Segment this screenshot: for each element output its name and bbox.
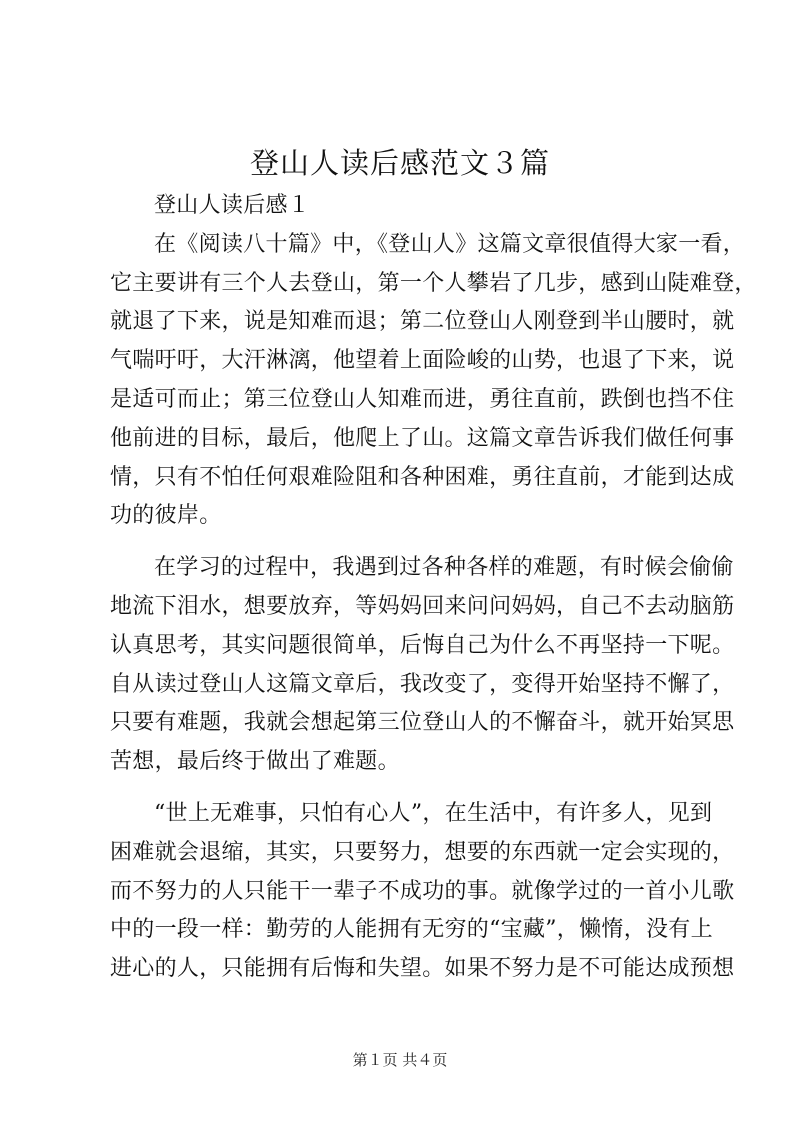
paragraph-line: 中的一段一样：勤劳的人能拥有无穷的“宝藏”，懒惰，没有上: [110, 917, 713, 943]
paragraph-3: [110, 795, 735, 989]
paragraph-line: 自从读过登山人这篇文章后，我改变了，变得开始坚持不懈了，: [110, 671, 735, 697]
paragraph-line: 困难就会退缩，其实，只要努力，想要的东西就一定会实现的，: [110, 839, 735, 865]
paragraph-line: 它主要讲有三个人去登山，第一个人攀岩了几步，感到山陡难登，: [110, 270, 757, 296]
page-footer: 第１页 共４页: [352, 1051, 448, 1069]
paragraph-line: 功的彼岸。: [110, 503, 222, 529]
paragraph-2: [110, 549, 735, 782]
paragraph-line: 而不努力的人只能干一辈子不成功的事。就像学过的一首小儿歌: [110, 878, 735, 904]
paragraph-line: 是适可而止；第三位登山人知难而进，勇往直前，跌倒也挡不住: [110, 386, 735, 412]
paragraph-line: 就退了下来，说是知难而退；第二位登山人刚登到半山腰时，就: [110, 309, 735, 335]
paragraph-line: 地流下泪水，想要放弃，等妈妈回来问问妈妈，自己不去动脑筋: [110, 593, 735, 619]
paragraph-line: 气喘吁吁，大汗淋漓，他望着上面险峻的山势，也退了下来，说: [110, 348, 735, 374]
paragraph-line: 进心的人，只能拥有后悔和失望。如果不努力是不可能达成预想: [110, 956, 735, 982]
paragraph-1: [110, 226, 757, 536]
document-body: [110, 187, 757, 989]
paragraph-line: “世上无难事，只怕有心人”，在生活中，有许多人，见到: [154, 800, 713, 826]
paragraph-line: 苦想，最后终于做出了难题。: [110, 749, 400, 775]
section-heading: 登山人读后感１: [154, 193, 311, 218]
paragraph-spacer: [110, 536, 710, 549]
document-title: 登山人读后感范文３篇: [249, 146, 550, 180]
paragraph-line: 只要有难题，我就会想起第三位登山人的不懈奋斗，就开始冥思: [110, 710, 735, 736]
paragraph-line: 他前进的目标，最后，他爬上了山。这篇文章告诉我们做任何事: [110, 425, 735, 451]
paragraph-line: 认真思考，其实问题很简单，后悔自己为什么不再坚持一下呢。: [110, 632, 735, 658]
paragraph-line: 在《阅读八十篇》中，《登山人》这篇文章很值得大家一看，: [154, 231, 746, 257]
paragraph-line: 在学习的过程中，我遇到过各种各样的难题，有时候会偷偷: [154, 555, 734, 581]
paragraph-line: 情，只有不怕任何艰难险阻和各种困难，勇往直前，才能到达成: [110, 464, 735, 490]
paragraph-spacer: [110, 782, 710, 795]
